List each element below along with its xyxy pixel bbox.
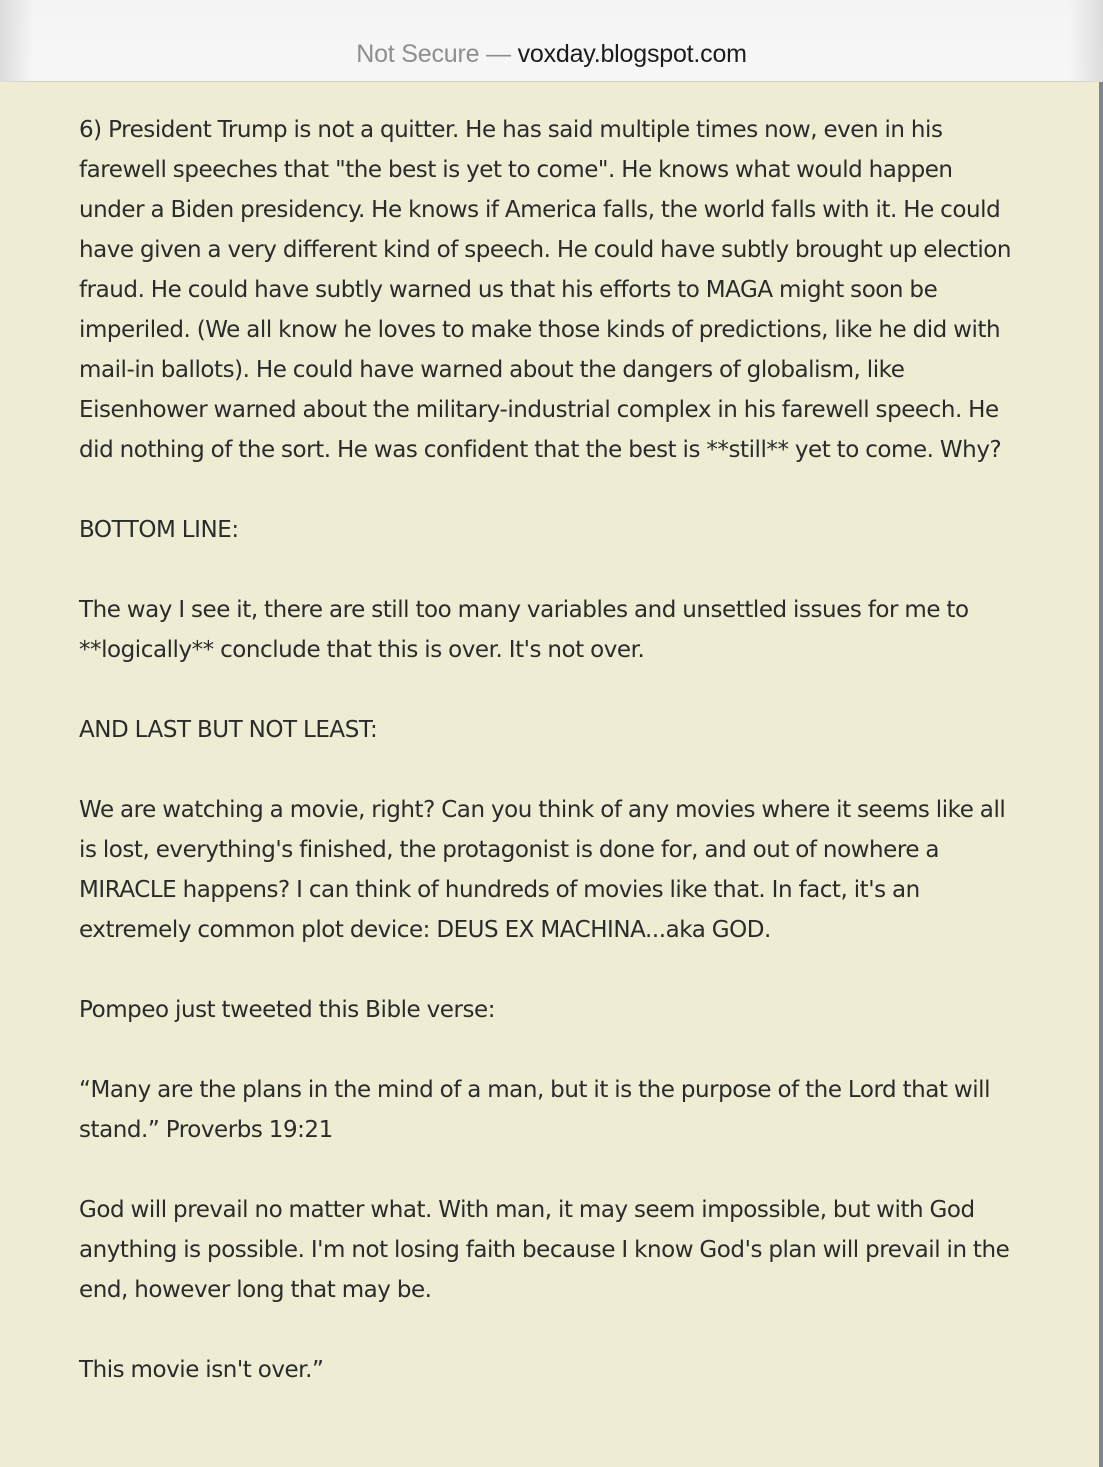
- paragraph-god-prevail: God will prevail no matter what. With man, it may seem impossible, but with God anything is possible. I'm not losing faith because I know God's plan will prevail in the end, however long that may be.: [79, 1197, 1010, 1303]
- heading-last-but-not-least: AND LAST BUT NOT LEAST:: [79, 717, 378, 743]
- paragraph-point-6: 6) President Trump is not a quitter. He has said multiple times now, even in his farewell speeches that "the best is yet to come". He knows what would happen under a Biden presidency. He knows if America falls, the world falls with it. He could have given a very different kind of speech. He could have subtly brought up election fraud. He could have subtly warned us that his efforts to MAGA might soon be imperiled. (We all know he loves to make those kinds of predictions, like he did with mail-in ballots). He could have warned about the dangers of globalism, like Eisenhower warned about the military-industrial complex in his farewell speech. He did nothing of the sort. He was confident that the best is **still** yet to come. Why?: [79, 117, 1012, 463]
- page-edge-divider: [1099, 82, 1103, 1467]
- url-host: voxday.blogspot.com: [517, 40, 747, 68]
- bible-quote: “Many are the plans in the mind of a man, but it is the purpose of the Lord that will stand.” Proverbs 19:21: [79, 1077, 991, 1143]
- browser-address-bar[interactable]: [0, 0, 1103, 82]
- article-body: [79, 110, 1024, 1430]
- paragraph-movie: We are watching a movie, right? Can you think of any movies where it seems like all is lost, everything's finished, the protagonist is done for, and out of nowhere a MIRACLE happens? I can think of hundreds of movies like that. In fact, it's an extremely common plot device: DEUS EX MACHINA...aka GOD.: [79, 797, 1006, 943]
- not-secure-label: Not Secure —: [356, 40, 511, 68]
- url-display[interactable]: [0, 38, 1103, 70]
- heading-bottom-line: BOTTOM LINE:: [79, 517, 239, 543]
- paragraph-pompeo: Pompeo just tweeted this Bible verse:: [79, 997, 495, 1023]
- paragraph-bottom-line: The way I see it, there are still too many variables and unsettled issues for me to **logically** conclude that this is over. It's not over.: [79, 597, 969, 663]
- paragraph-closing: This movie isn't over.”: [79, 1357, 324, 1383]
